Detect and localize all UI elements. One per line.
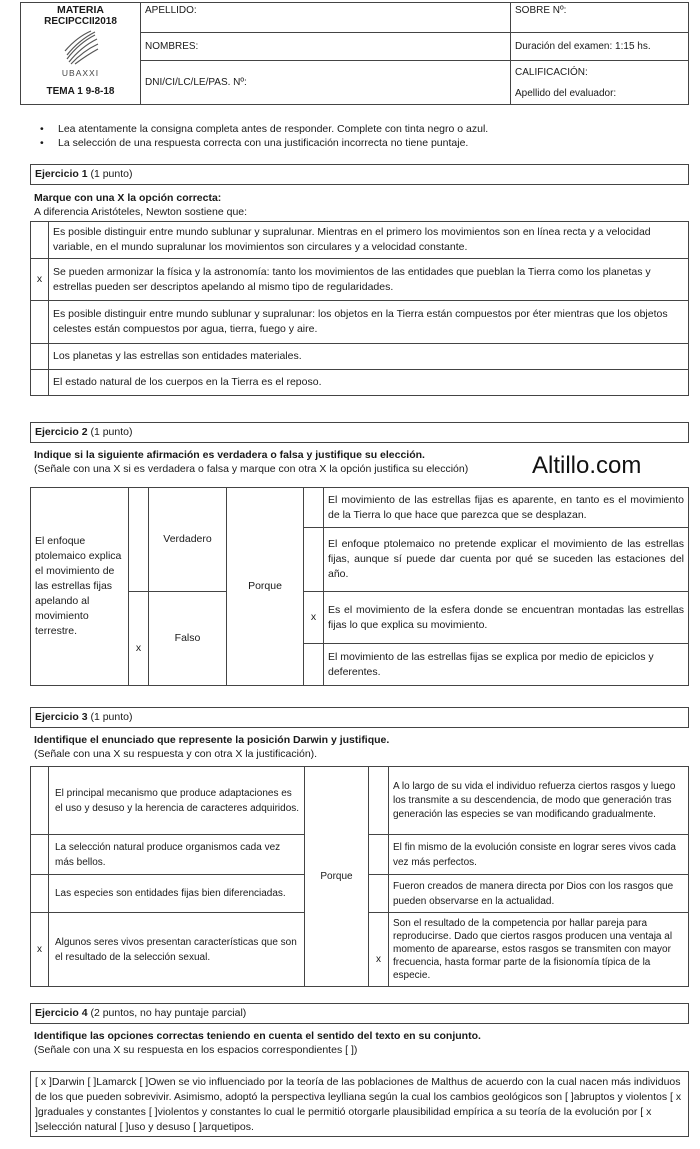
tema-label: TEMA 1 9-8-18 [46,86,115,97]
ej4-instructions [34,1029,481,1057]
ej1-mark-cell[interactable] [31,301,49,344]
ej3-right-mark[interactable] [369,875,389,913]
ej3-right-mark[interactable] [369,767,389,835]
watermark-text: Altillo.com [532,452,642,479]
ej3-right-text: A lo largo de su vida el individuo refuerza ciertos rasgos y luego los transmite a su descendencia, de modo que generación tras generación las especies se van modificando gradualmente. [389,767,689,835]
ej1-option-row[interactable] [31,259,689,301]
ej2-porque-label: Porque [227,488,304,686]
ej3-table [30,766,689,987]
ej2-reason-text: El movimiento de las estrellas fijas se explica por medio de epiciclos y deferentes. [324,644,689,686]
calificacion-label: CALIFICACIÓN: [515,67,588,78]
ej2-table [30,487,689,686]
ej1-option-text: Los planetas y las estrellas son entidades materiales. [49,344,689,370]
ej3-right-mark[interactable] [369,835,389,875]
ej4-sub: (Señale con una X su respuesta en los espacios correspondientes [ ]) [34,1044,358,1056]
ej2-reason-text: Es el movimiento de la esfera donde se encuentran montadas las estrellas fijas lo que explica su movimiento. [324,592,689,644]
dni-field[interactable]: DNI/CI/LC/LE/PAS. Nº: [141,61,511,105]
ej1-option-row[interactable] [31,222,689,259]
instruction-2: • La selección de una respuesta correcta con una justificación incorrecta no tiene puntaje. [58,137,468,149]
ej2-reason-mark[interactable]: x [304,592,324,644]
ej1-option-row[interactable] [31,301,689,344]
ej1-mark-cell[interactable]: x [31,259,49,301]
materia-label: MATERIA [56,4,105,16]
ej1-mark-cell[interactable] [31,370,49,396]
ej1-option-row[interactable] [31,370,689,396]
calificacion-cell [511,61,689,105]
verdadero-mark-cell[interactable] [129,488,149,592]
ejercicio-4-header [30,1003,689,1024]
ej3-right-text: Fueron creados de manera directa por Dios con los rasgos que pueden observarse en la actualidad. [389,875,689,913]
ej3-porque-label: Porque [305,767,369,987]
ej1-option-text: Se pueden armonizar la física y la astronomía: tanto los movimientos de las entidades que pueblan la Tierra como los planetas y estrellas pueden ser descriptos apelando al mismo tipo de regularidades. [49,259,689,301]
ej3-left-mark[interactable] [31,835,49,875]
ej4-cloze-text[interactable]: [ x ]Darwin [ ]Lamarck [ ]Owen se vio influenciado por la teoría de las poblaciones de Malthus de acuerdo con la cual nacen más individuos de los que pueden sobrevivir. Asimismo, adoptó la perspectiva leylliana según la cual los cambios geológicos son [ ]abruptos y violentos [ x ]graduales y constantes [ ]violentos y constantes lo cual le permitió otorgarle plausibilidad empírica a su teoría de la evolución por [ x ]selección natural [ ]uso y desuso [ ]arquetipos. [30,1071,689,1137]
ej2-prompt: Indique si la siguiente afirmación es verdadera o falsa y justifique su elección. [34,449,425,461]
ej3-right-text: Son el resultado de la competencia por hallar pareja para reproducirse. Dado que ciertos rasgos producen una ventaja al momento de aparearse, estos rasgos se transmiten con mayor frecuencia, hasta formar parte de la fisionomía típica de la especie. [389,913,689,987]
ej3-left-mark[interactable] [31,767,49,835]
ej3-points: (1 punto) [87,711,133,723]
ej3-title: Ejercicio 3 [35,711,88,723]
ej3-left-text: Las especies son entidades fijas bien diferenciadas. [49,875,305,913]
ejercicio-2-header [30,422,689,443]
ej1-option-text: El estado natural de los cuerpos en la Tierra es el reposo. [49,370,689,396]
course-code: RECIPCCII2018 [44,16,117,27]
ej4-points: (2 puntos, no hay puntaje parcial) [87,1007,247,1019]
ej3-sub: (Señale con una X su respuesta y con otra X la justificación). [34,748,318,760]
evaluador-label: Apellido del evaluador: [515,88,617,99]
ej3-left-mark[interactable] [31,875,49,913]
university-logo [63,29,99,65]
falso-mark-cell[interactable]: x [129,592,149,686]
ej3-left-mark[interactable]: x [31,913,49,987]
duracion-label: Duración del examen: 1:15 hs. [511,33,689,61]
verdadero-label: Verdadero [149,488,227,592]
ej2-title: Ejercicio 2 [35,426,88,438]
exam-header [20,2,689,105]
ej3-left-text: Algunos seres vivos presentan características que son el resultado de la selección sexual. [49,913,305,987]
ej3-left-text: La selección natural produce organismos cada vez más bellos. [49,835,305,875]
sobre-field[interactable]: SOBRE Nº: [511,3,689,33]
falso-label: Falso [149,592,227,686]
ej1-instructions [34,191,247,219]
ej3-prompt: Identifique el enunciado que represente la posición Darwin y justifique. [34,734,390,746]
ej2-reason-mark[interactable] [304,488,324,528]
ej2-sub: (Señale con una X si es verdadera o falsa y marque con otra X la opción justifica su elección) [34,463,469,475]
subject-cell [21,3,141,105]
ej1-prompt: Marque con una X la opción correcta: [34,192,222,204]
ej1-sub: A diferencia Aristóteles, Newton sostiene que: [34,206,248,218]
ej1-mark-cell[interactable] [31,222,49,259]
ej2-reason-text: El movimiento de las estrellas fijas es aparente, en tanto es el movimiento de la Tierra lo que hace que parezca que se desplazan. [324,488,689,528]
ej2-instructions [34,448,468,476]
logo-text: UBAXXI [61,68,100,78]
ej2-reason-mark[interactable] [304,644,324,686]
ej3-right-mark[interactable]: x [369,913,389,987]
ej1-mark-cell[interactable] [31,344,49,370]
nombres-field[interactable]: NOMBRES: [141,33,511,61]
ej1-option-text: Es posible distinguir entre mundo sublunar y supralunar. Mientras en el primero los movimientos son en línea recta y a velocidad variable, en el mundo supralunar los movimientos son circulares y a velocidad constante. [49,222,689,259]
ej4-title: Ejercicio 4 [35,1007,88,1019]
ej1-option-text: Es posible distinguir entre mundo sublunar y supralunar: los objetos en la Tierra están compuestos por éter mientras que los objetos celestes están compuestos por agua, tierra, fuego y aire. [49,301,689,344]
ej2-reason-text: El enfoque ptolemaico no pretende explicar el movimiento de las estrellas fijas, aunque sí puede dar cuenta por qué se suceden las estaciones del año. [324,528,689,592]
ejercicio-3-header [30,707,689,728]
ej4-prompt: Identifique las opciones correctas teniendo en cuenta el sentido del texto en su conjunto. [34,1030,481,1042]
ej2-points: (1 punto) [87,426,133,438]
instruction-1: • Lea atentamente la consigna completa antes de responder. Complete con tinta negro o azul. [58,123,488,135]
ej2-statement: El enfoque ptolemaico explica el movimiento de las estrellas fijas apelando al movimiento terrestre. [31,488,129,686]
ej1-options-table [30,221,689,396]
ej1-title: Ejercicio 1 [35,168,88,180]
apellido-field[interactable]: APELLIDO: [141,3,511,33]
ej1-option-row[interactable] [31,344,689,370]
ej3-left-text: El principal mecanismo que produce adaptaciones es el uso y desuso y la herencia de caracteres adquiridos. [49,767,305,835]
ej3-instructions [34,733,389,761]
ej1-points: (1 punto) [87,168,133,180]
ej2-reason-mark[interactable] [304,528,324,592]
ejercicio-1-header [30,164,689,185]
ej3-right-text: El fin mismo de la evolución consiste en lograr seres vivos cada vez más perfectos. [389,835,689,875]
